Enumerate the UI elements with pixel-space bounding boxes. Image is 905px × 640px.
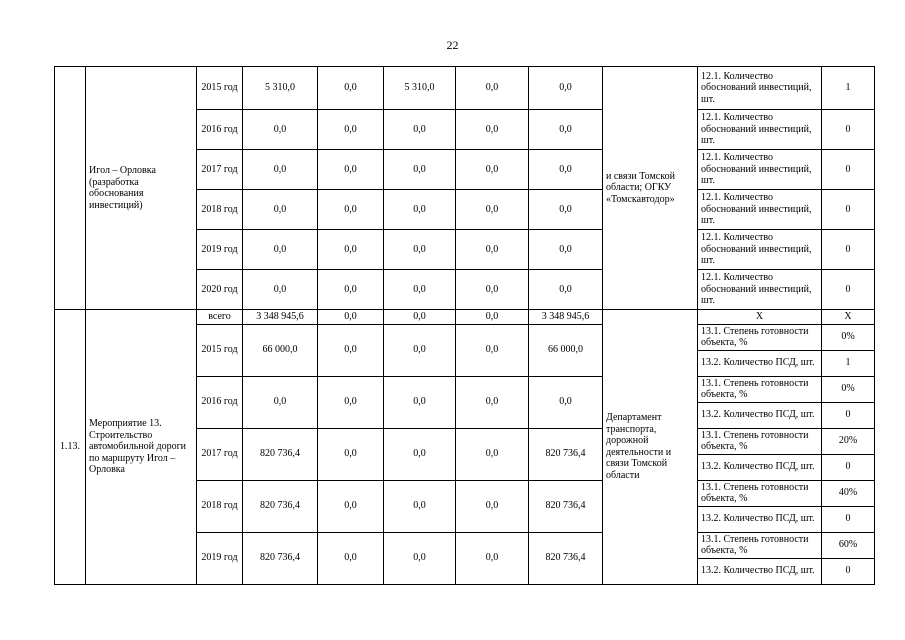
indicator-value-cell: 0 <box>822 402 875 428</box>
indicator-value-cell: 0 <box>822 454 875 480</box>
total-cell: 0,0 <box>243 150 318 190</box>
page-number: 22 <box>446 38 459 52</box>
total-cell: 66 000,0 <box>243 324 318 376</box>
local-cell: 0,0 <box>456 480 529 532</box>
total-cell: 0,0 <box>243 110 318 150</box>
indicator-value-cell: 0 <box>822 150 875 190</box>
total-cell: 0,0 <box>243 270 318 310</box>
year-cell: 2015 год <box>197 67 243 110</box>
federal-cell: 0,0 <box>318 150 384 190</box>
federal-cell: 0,0 <box>318 428 384 480</box>
total-cell: 0,0 <box>243 190 318 230</box>
extra-budget-cell: 66 000,0 <box>529 324 603 376</box>
indicator-name-cell: X <box>698 310 822 325</box>
year-cell: 2020 год <box>197 270 243 310</box>
extra-budget-cell: 820 736,4 <box>529 428 603 480</box>
regional-cell: 0,0 <box>384 480 456 532</box>
total-cell: 820 736,4 <box>243 428 318 480</box>
indicator-name-cell: 12.1. Количество обоснований инвестиций, шт. <box>698 110 822 150</box>
indicator-value-cell: 0 <box>822 110 875 150</box>
indicator-name-cell: 13.1. Степень готовности объекта, % <box>698 532 822 558</box>
table-row <box>55 67 875 110</box>
local-cell: 0,0 <box>456 270 529 310</box>
regional-cell: 0,0 <box>384 110 456 150</box>
indicator-name-cell: 13.1. Степень готовности объекта, % <box>698 480 822 506</box>
regional-cell: 0,0 <box>384 230 456 270</box>
indicator-value-cell: 0 <box>822 190 875 230</box>
indicator-value-cell: 60% <box>822 532 875 558</box>
indicator-value-cell: X <box>822 310 875 325</box>
indicator-name-cell: 12.1. Количество обоснований инвестиций, шт. <box>698 150 822 190</box>
federal-cell: 0,0 <box>318 270 384 310</box>
regional-cell: 0,0 <box>384 376 456 428</box>
local-cell: 0,0 <box>456 110 529 150</box>
indicator-value-cell: 1 <box>822 350 875 376</box>
indicator-value-cell: 40% <box>822 480 875 506</box>
extra-budget-cell: 0,0 <box>529 150 603 190</box>
regional-cell: 0,0 <box>384 270 456 310</box>
indicator-value-cell: 0 <box>822 270 875 310</box>
total-cell: 820 736,4 <box>243 532 318 584</box>
regional-cell: 0,0 <box>384 532 456 584</box>
row-number-cell <box>55 67 86 310</box>
indicator-name-cell: 13.2. Количество ПСД, шт. <box>698 402 822 428</box>
total-cell: 0,0 <box>243 376 318 428</box>
regional-cell: 0,0 <box>384 150 456 190</box>
indicator-name-cell: 13.1. Степень готовности объекта, % <box>698 376 822 402</box>
regional-cell: 0,0 <box>384 324 456 376</box>
federal-cell: 0,0 <box>318 480 384 532</box>
local-cell: 0,0 <box>456 324 529 376</box>
indicator-value-cell: 0 <box>822 558 875 584</box>
indicator-value-cell: 0 <box>822 230 875 270</box>
total-cell: 5 310,0 <box>243 67 318 110</box>
indicator-name-cell: 13.2. Количество ПСД, шт. <box>698 506 822 532</box>
year-cell: 2016 год <box>197 110 243 150</box>
table-row-total <box>55 310 875 325</box>
indicator-value-cell: 0 <box>822 506 875 532</box>
total-cell: 3 348 945,6 <box>243 310 318 325</box>
indicator-value-cell: 1 <box>822 67 875 110</box>
local-cell: 0,0 <box>456 532 529 584</box>
indicator-value-cell: 0% <box>822 376 875 402</box>
regional-cell: 0,0 <box>384 428 456 480</box>
local-cell: 0,0 <box>456 230 529 270</box>
federal-cell: 0,0 <box>318 376 384 428</box>
federal-cell: 0,0 <box>318 532 384 584</box>
local-cell: 0,0 <box>456 150 529 190</box>
regional-cell: 0,0 <box>384 310 456 325</box>
federal-cell: 0,0 <box>318 310 384 325</box>
indicator-name-cell: 13.1. Степень готовности объекта, % <box>698 428 822 454</box>
indicator-name-cell: 13.2. Количество ПСД, шт. <box>698 558 822 584</box>
extra-budget-cell: 0,0 <box>529 230 603 270</box>
measure-name-cell: Игол – Орловка (разработка обоснования инвестиций) <box>86 67 197 310</box>
total-cell: 0,0 <box>243 230 318 270</box>
regional-cell: 0,0 <box>384 190 456 230</box>
year-cell: 2019 год <box>197 230 243 270</box>
federal-cell: 0,0 <box>318 324 384 376</box>
local-cell: 0,0 <box>456 376 529 428</box>
indicator-value-cell: 0% <box>822 324 875 350</box>
year-cell: 2018 год <box>197 190 243 230</box>
local-cell: 0,0 <box>456 67 529 110</box>
year-cell: 2017 год <box>197 150 243 190</box>
indicator-name-cell: 13.2. Количество ПСД, шт. <box>698 454 822 480</box>
extra-budget-cell: 820 736,4 <box>529 480 603 532</box>
extra-budget-cell: 3 348 945,6 <box>529 310 603 325</box>
year-cell: 2016 год <box>197 376 243 428</box>
year-cell: 2018 год <box>197 480 243 532</box>
row-number-cell: 1.13. <box>55 310 86 585</box>
indicator-name-cell: 13.1. Степень готовности объекта, % <box>698 324 822 350</box>
extra-budget-cell: 0,0 <box>529 376 603 428</box>
federal-cell: 0,0 <box>318 67 384 110</box>
year-cell: 2019 год <box>197 532 243 584</box>
extra-budget-cell: 0,0 <box>529 270 603 310</box>
local-cell: 0,0 <box>456 190 529 230</box>
local-cell: 0,0 <box>456 310 529 325</box>
extra-budget-cell: 820 736,4 <box>529 532 603 584</box>
indicator-value-cell: 20% <box>822 428 875 454</box>
extra-budget-cell: 0,0 <box>529 67 603 110</box>
executor-cell: Департамент транспорта, дорожной деятельности и связи Томской области <box>603 310 698 585</box>
executor-cell: и связи Томской области; ОГКУ «Томскавтодор» <box>603 67 698 310</box>
local-cell: 0,0 <box>456 428 529 480</box>
year-cell: 2015 год <box>197 324 243 376</box>
federal-cell: 0,0 <box>318 230 384 270</box>
extra-budget-cell: 0,0 <box>529 190 603 230</box>
indicator-name-cell: 13.2. Количество ПСД, шт. <box>698 350 822 376</box>
indicator-name-cell: 12.1. Количество обоснований инвестиций, шт. <box>698 67 822 110</box>
federal-cell: 0,0 <box>318 110 384 150</box>
indicator-name-cell: 12.1. Количество обоснований инвестиций, шт. <box>698 190 822 230</box>
indicator-name-cell: 12.1. Количество обоснований инвестиций, шт. <box>698 270 822 310</box>
program-table <box>54 66 875 585</box>
total-cell: 820 736,4 <box>243 480 318 532</box>
indicator-name-cell: 12.1. Количество обоснований инвестиций, шт. <box>698 230 822 270</box>
measure-name-cell: Мероприятие 13. Строительство автомобильной дороги по маршруту Игол – Орловка <box>86 310 197 585</box>
extra-budget-cell: 0,0 <box>529 110 603 150</box>
year-cell: всего <box>197 310 243 325</box>
year-cell: 2017 год <box>197 428 243 480</box>
federal-cell: 0,0 <box>318 190 384 230</box>
regional-cell: 5 310,0 <box>384 67 456 110</box>
